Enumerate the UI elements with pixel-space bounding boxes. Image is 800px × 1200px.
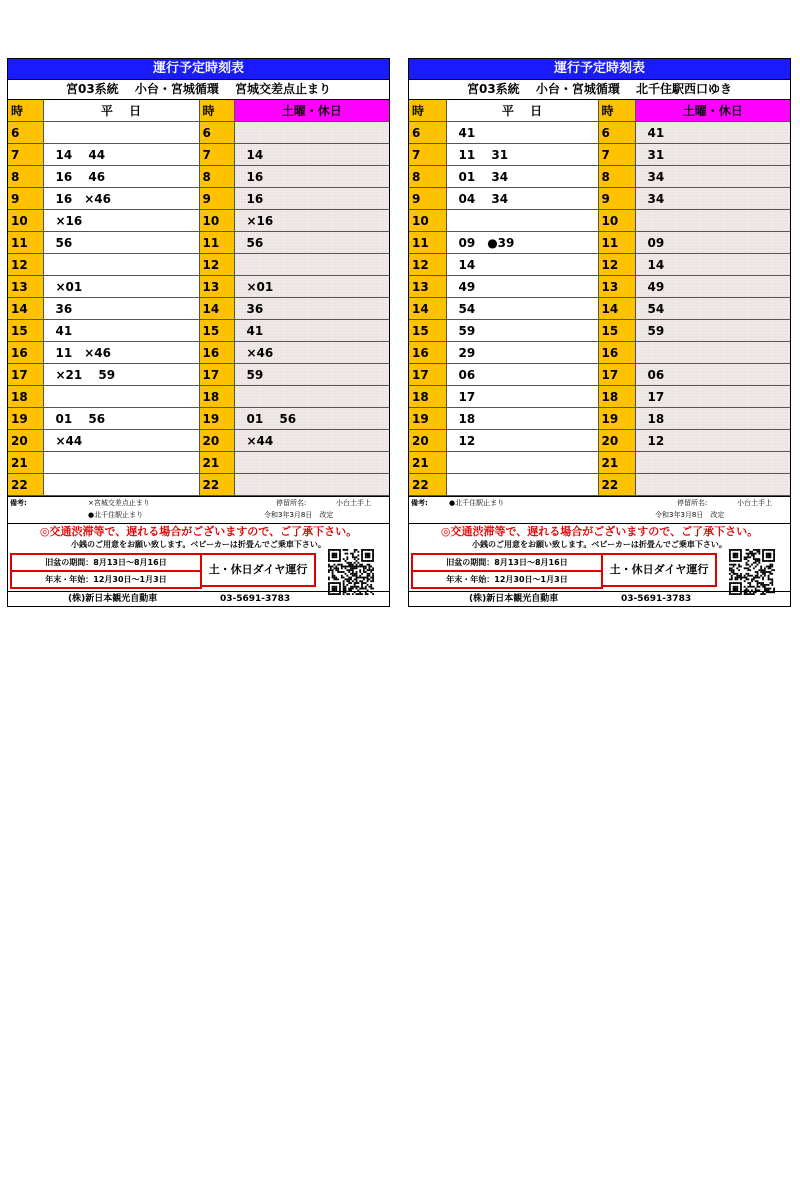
weekend-cell [234,254,389,276]
weekday-cell [43,386,199,408]
weekday-cell-times: 14 44 [55,148,106,162]
table-header-row [8,100,389,122]
hour-cell: 6 [199,122,234,144]
table-row [8,430,389,452]
company-name: (株)新日本観光自動車 [469,594,559,604]
weekday-cell [446,364,598,386]
weekend-cell [635,254,790,276]
weekday-cell-times: 56 [55,235,73,250]
weekday-cell [43,122,199,144]
weekday-cell [43,276,199,298]
weekend-cell-times: 34 [647,191,665,206]
weekday-cell-times: 49 [458,279,476,294]
weekday-cell-times: ×01 [55,279,83,294]
table-row [409,144,790,166]
table-row [409,452,790,474]
weekend-cell-times: 31 [647,147,665,162]
weekend-cell-times: 16 [246,191,264,206]
qr-code-icon[interactable] [328,549,374,595]
notes-label: 備考: [411,499,428,507]
coin-notice: 小銭のご用意をお願い致します。ベビーカーは折畳んでご乗車下さい。 [472,540,727,549]
hour-cell: 13 [409,276,446,298]
table-row [409,320,790,342]
weekday-cell-times: 41 [458,125,476,140]
hour-cell: 9 [199,188,234,210]
table-row [8,210,389,232]
hour-cell: 12 [409,254,446,276]
hour-cell: 8 [199,166,234,188]
weekday-cell-times: 41 [55,323,73,338]
table-row [8,254,389,276]
company-line [409,591,790,606]
weekend-cell-times: ×01 [246,279,274,294]
revised-date: 令和3年3月8日 改定 [655,511,725,519]
weekend-cell [234,210,389,232]
weekend-cell-times: 49 [647,279,665,294]
hour-cell: 17 [409,364,446,386]
weekday-header: 平 日 [446,100,598,122]
weekday-cell-times: 54 [458,301,476,316]
hour-cell: 21 [598,452,635,474]
hour-cell: 17 [598,364,635,386]
hour-cell: 12 [8,254,43,276]
weekend-cell-times: 59 [246,367,264,382]
hour-cell: 22 [199,474,234,496]
hour-cell: 20 [409,430,446,452]
table-row [409,408,790,430]
weekday-header: 平 日 [43,100,199,122]
weekday-cell [43,320,199,342]
stop-name: 小台土手上 [336,499,371,507]
weekend-cell [234,320,389,342]
table-row [8,166,389,188]
period-box [10,553,202,589]
note-line-1: ×宮城交差点止まり [88,499,150,507]
weekend-cell [234,364,389,386]
weekend-cell [635,122,790,144]
hour-cell: 22 [8,474,43,496]
table-row [409,210,790,232]
weekend-cell [234,188,389,210]
weekend-cell [234,430,389,452]
weekday-cell-times: 59 [458,323,476,338]
hour-cell: 10 [598,210,635,232]
period-box [411,553,603,589]
weekday-cell-times: ×21 59 [55,368,116,382]
weekend-cell [635,452,790,474]
holiday-info [409,551,790,591]
table-row [409,342,790,364]
weekend-cell-times: 41 [246,323,264,338]
weekend-cell-times: 17 [647,389,665,404]
hour-cell: 14 [598,298,635,320]
hour-header: 時 [598,100,635,122]
weekday-cell [446,320,598,342]
table-row [409,232,790,254]
weekend-cell [635,342,790,364]
hour-header: 時 [199,100,234,122]
weekday-cell [446,210,598,232]
weekend-cell-times: 14 [246,147,264,162]
hour-cell: 16 [409,342,446,364]
timetable-right [408,58,791,607]
hour-cell: 10 [409,210,446,232]
qr-code-icon[interactable] [729,549,775,595]
hour-cell: 15 [409,320,446,342]
holiday-info [8,551,389,591]
weekday-cell [43,298,199,320]
weekday-cell-times: 18 [458,411,476,426]
weekend-cell [234,144,389,166]
table-row [8,474,389,496]
weekend-cell [635,320,790,342]
weekday-cell-times: 12 [458,433,476,448]
weekend-cell-times: 18 [647,411,665,426]
weekend-cell [234,122,389,144]
hour-cell: 21 [8,452,43,474]
table-row [409,254,790,276]
weekday-cell [43,474,199,496]
table-row [8,298,389,320]
table-row [8,364,389,386]
notes [409,496,790,523]
weekend-cell-times: 16 [246,169,264,184]
table-row [8,122,389,144]
weekday-cell [43,232,199,254]
delay-warning: ◎交通渋滞等で、遅れる場合がございますので、ご了承下さい。 [409,523,790,539]
weekday-cell [43,430,199,452]
hour-cell: 15 [199,320,234,342]
hour-cell: 11 [8,232,43,254]
table-row [409,188,790,210]
company-name: (株)新日本観光自動車 [68,594,158,604]
weekend-cell-times: ×16 [246,213,274,228]
hour-cell: 20 [8,430,43,452]
weekend-header: 土曜・休日 [635,100,790,122]
weekend-cell [635,232,790,254]
delay-warning: ◎交通渋滞等で、遅れる場合がございますので、ご了承下さい。 [8,523,389,539]
note-line-1: ●北千住駅止まり [449,499,505,507]
stop-label: 停留所名: [276,499,307,507]
weekday-cell [43,452,199,474]
weekday-cell [43,408,199,430]
period-obon: 旧盆の期間：8月13日～8月16日 [446,558,568,567]
weekday-cell-times: 17 [458,389,476,404]
table-row [8,188,389,210]
weekend-cell [635,276,790,298]
hour-cell: 10 [199,210,234,232]
weekday-cell [43,342,199,364]
notes-label: 備考: [10,499,27,507]
table-row [409,276,790,298]
hour-cell: 20 [199,430,234,452]
weekday-cell [446,474,598,496]
weekday-cell [446,166,598,188]
hour-cell: 15 [598,320,635,342]
hour-cell: 9 [598,188,635,210]
table-row [8,452,389,474]
weekend-cell-times: 34 [647,169,665,184]
hour-cell: 8 [598,166,635,188]
hour-cell: 21 [409,452,446,474]
hour-cell: 7 [409,144,446,166]
weekend-cell-times: 09 [647,235,665,250]
weekend-cell [234,166,389,188]
weekday-cell-times: 04 34 [458,192,509,206]
weekday-cell-times: 16 46 [55,170,106,184]
weekday-cell-times: 11 31 [458,148,509,162]
table-row [8,276,389,298]
timetable-grid [8,100,389,496]
weekday-cell [446,430,598,452]
hour-cell: 13 [598,276,635,298]
weekday-cell [446,298,598,320]
table-row [409,122,790,144]
table-row [8,408,389,430]
weekday-cell [446,122,598,144]
timetable-grid [409,100,790,496]
table-row [8,386,389,408]
hour-cell: 7 [8,144,43,166]
weekend-cell [635,210,790,232]
hour-cell: 20 [598,430,635,452]
table-row [8,320,389,342]
weekend-cell-times: 59 [647,323,665,338]
hour-cell: 11 [598,232,635,254]
weekend-cell [635,408,790,430]
weekday-cell-times: 01 56 [55,412,106,426]
hour-cell: 14 [409,298,446,320]
hour-cell: 17 [199,364,234,386]
weekend-cell-times: 01 56 [246,412,297,426]
hour-cell: 19 [409,408,446,430]
hour-cell: 6 [409,122,446,144]
hour-cell: 22 [409,474,446,496]
weekend-cell-times: 06 [647,367,665,382]
hour-cell: 18 [8,386,43,408]
weekend-cell [234,408,389,430]
table-row [8,342,389,364]
weekend-cell [635,144,790,166]
period-newyear: 年末・年始：12月30日～1月3日 [12,570,200,587]
route-info: 宮03系統 小台・宮城循環 北千住駅西口ゆき [409,80,790,100]
weekend-cell [635,430,790,452]
hour-cell: 13 [8,276,43,298]
hour-cell: 12 [598,254,635,276]
hour-cell: 12 [199,254,234,276]
weekend-cell-times: 14 [647,257,665,272]
hour-cell: 8 [8,166,43,188]
weekday-cell [43,188,199,210]
weekday-cell [43,166,199,188]
timetable-title: 運行予定時刻表 [8,59,389,80]
weekday-cell [43,364,199,386]
weekday-cell-times: 29 [458,345,476,360]
weekend-cell [635,166,790,188]
hour-cell: 9 [409,188,446,210]
hour-cell: 19 [598,408,635,430]
weekday-cell-times: 09 ●39 [458,236,515,250]
weekday-cell [446,188,598,210]
hour-header: 時 [8,100,43,122]
weekday-cell [446,276,598,298]
hour-cell: 7 [199,144,234,166]
weekday-cell [43,254,199,276]
stop-label: 停留所名: [677,499,708,507]
holiday-schedule-label: 土・休日ダイヤ運行 [200,553,316,587]
hour-cell: 16 [8,342,43,364]
note-line-2: ●北千住駅止まり [88,511,144,519]
table-row [409,298,790,320]
hour-cell: 9 [8,188,43,210]
weekend-cell-times: ×44 [246,433,274,448]
weekday-cell [446,408,598,430]
weekend-cell-times: 56 [246,235,264,250]
weekend-cell [635,474,790,496]
holiday-schedule-label: 土・休日ダイヤ運行 [601,553,717,587]
hour-cell: 11 [199,232,234,254]
table-row [409,430,790,452]
hour-cell: 21 [199,452,234,474]
weekday-cell-times: 16 ×46 [55,192,111,206]
weekday-cell-times: 06 [458,367,476,382]
weekday-cell-times: 11 ×46 [55,346,111,360]
timetable-left [7,58,390,607]
hour-cell: 11 [409,232,446,254]
hour-cell: 22 [598,474,635,496]
table-row [409,166,790,188]
weekend-cell [635,188,790,210]
revised-date: 令和3年3月8日 改定 [264,511,334,519]
hour-cell: 19 [199,408,234,430]
weekday-cell [446,144,598,166]
weekend-cell [234,386,389,408]
hour-cell: 19 [8,408,43,430]
weekend-cell [234,232,389,254]
table-row [8,144,389,166]
weekend-cell [234,276,389,298]
weekend-cell [234,342,389,364]
company-phone: 03-5691-3783 [220,594,291,604]
weekend-cell-times: 36 [246,301,264,316]
hour-cell: 7 [598,144,635,166]
notes [8,496,389,523]
hour-cell: 18 [409,386,446,408]
weekday-cell-times: 14 [458,257,476,272]
weekend-cell-times: 12 [647,433,665,448]
table-header-row [409,100,790,122]
weekday-cell-times: ×44 [55,433,83,448]
weekend-cell-times: 41 [647,125,665,140]
weekend-cell [635,298,790,320]
hour-cell: 18 [199,386,234,408]
weekday-cell-times: 36 [55,301,73,316]
hour-cell: 17 [8,364,43,386]
timetable-title: 運行予定時刻表 [409,59,790,80]
hour-cell: 13 [199,276,234,298]
weekend-cell [635,386,790,408]
hour-cell: 6 [598,122,635,144]
hour-cell: 18 [598,386,635,408]
company-phone: 03-5691-3783 [621,594,692,604]
weekend-cell [234,452,389,474]
hour-cell: 10 [8,210,43,232]
weekday-cell-times: ×16 [55,213,83,228]
period-obon: 旧盆の期間：8月13日～8月16日 [45,558,167,567]
hour-cell: 15 [8,320,43,342]
weekend-cell [635,364,790,386]
weekday-cell [446,254,598,276]
company-line [8,591,389,606]
weekend-header: 土曜・休日 [234,100,389,122]
weekday-cell [446,342,598,364]
hour-header: 時 [409,100,446,122]
weekend-cell-times: 54 [647,301,665,316]
weekday-cell-times: 01 34 [458,170,509,184]
hour-cell: 8 [409,166,446,188]
hour-cell: 14 [199,298,234,320]
hour-cell: 6 [8,122,43,144]
weekend-cell [234,298,389,320]
stop-name: 小台土手上 [737,499,772,507]
weekday-cell [446,452,598,474]
table-row [409,364,790,386]
weekday-cell [446,386,598,408]
table-row [8,232,389,254]
weekday-cell [43,144,199,166]
table-row [409,474,790,496]
weekend-cell [234,474,389,496]
weekday-cell [43,210,199,232]
hour-cell: 16 [199,342,234,364]
period-newyear: 年末・年始：12月30日～1月3日 [413,570,601,587]
hour-cell: 16 [598,342,635,364]
coin-notice: 小銭のご用意をお願い致します。ベビーカーは折畳んでご乗車下さい。 [71,540,326,549]
route-info: 宮03系統 小台・宮城循環 宮城交差点止まり [8,80,389,100]
hour-cell: 14 [8,298,43,320]
weekend-cell-times: ×46 [246,345,274,360]
weekday-cell [446,232,598,254]
table-row [409,386,790,408]
